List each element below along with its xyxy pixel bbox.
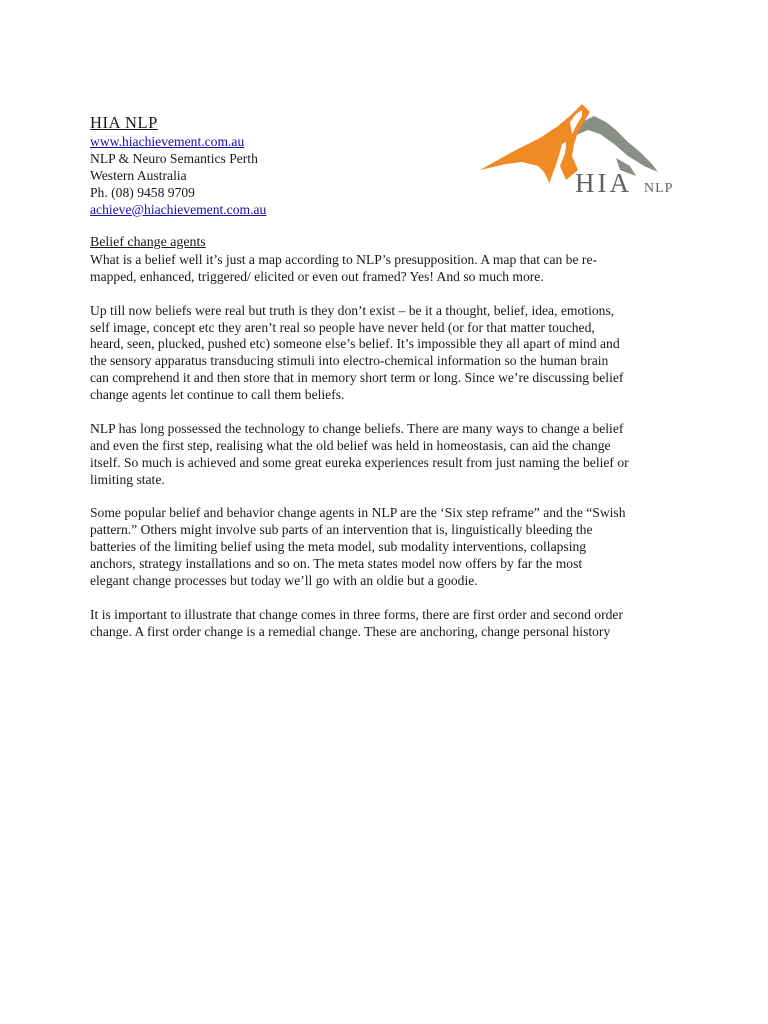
- paragraph-line: self image, concept etc they aren’t real so people have never held (or for that matter touched,: [90, 319, 595, 335]
- paragraph-line: elegant change processes but today we’ll go with an oldie but a goodie.: [90, 573, 478, 589]
- paragraph-line: batteries of the limiting belief using the meta model, sub modality interventions, collapsing: [90, 539, 587, 555]
- paragraph-line: Some popular belief and behavior change agents in NLP are the ‘Six step reframe” and the “Swish: [90, 505, 626, 521]
- website-link[interactable]: www.hiachievement.com.au: [90, 134, 245, 149]
- paragraph: [90, 607, 670, 641]
- paragraph-line: can comprehend it and then store that in memory short term or long. Since we’re discussing belief: [90, 370, 624, 386]
- paragraph-line: NLP has long possessed the technology to change beliefs. There are many ways to change a belief: [90, 420, 624, 436]
- paragraph-line: limiting state.: [90, 471, 165, 487]
- paragraph-line: pattern.” Others might involve sub parts of an intervention that is, linguistically bleeding the: [90, 522, 593, 538]
- paragraph-line: the sensory apparatus transducing stimuli into electro-chemical information so the human brain: [90, 353, 609, 369]
- logo-brand-text: HIA: [575, 168, 632, 198]
- paragraph: [90, 421, 670, 489]
- paragraph-line: mapped, enhanced, triggered/ elicited or even out framed? Yes! And so much more.: [90, 268, 544, 284]
- organization-title: HIA NLP: [90, 113, 158, 132]
- paragraph-line: itself. So much is achieved and some great eureka experiences result from just naming the belief or: [90, 454, 629, 470]
- paragraph-line: anchors, strategy installations and so on. The meta states model now offers by far the most: [90, 556, 583, 572]
- article-paragraphs: [90, 252, 670, 641]
- paragraph: [90, 303, 670, 404]
- logo-brand-suffix: NLP: [644, 181, 674, 196]
- phone-text: Ph. (08) 9458 9709: [90, 184, 195, 200]
- orange-mountain-shape: [480, 104, 590, 184]
- contact-header: [90, 113, 420, 219]
- paragraph-line: change agents let continue to call them beliefs.: [90, 387, 345, 403]
- grey-mountain-shape: [574, 116, 658, 172]
- paragraph: [90, 505, 670, 590]
- paragraph-line: and even the first step, realising what the old belief was held in homeostasis, can aid the change: [90, 437, 611, 453]
- mountain-logo-icon: [478, 100, 683, 205]
- paragraph: [90, 252, 670, 286]
- email-link[interactable]: achieve@hiachievement.com.au: [90, 201, 267, 217]
- paragraph-line: change. A first order change is a remedial change. These are anchoring, change personal history: [90, 623, 611, 639]
- region-text: Western Australia: [90, 167, 187, 183]
- hia-nlp-logo: [478, 100, 683, 205]
- article-body: [90, 235, 670, 658]
- paragraph-line: heard, seen, plucked, pushed etc) someone else’s belief. It’s impossible they all apart of mind and: [90, 336, 620, 352]
- paragraph-line: It is important to illustrate that change comes in three forms, there are first order and second order: [90, 606, 623, 622]
- paragraph-line: Up till now beliefs were real but truth is they don’t exist – be it a thought, belief, idea, emotions,: [90, 302, 615, 318]
- tagline-text: NLP & Neuro Semantics Perth: [90, 150, 258, 166]
- paragraph-line: What is a belief well it’s just a map according to NLP’s presupposition. A map that can be re-: [90, 251, 598, 267]
- section-heading: Belief change agents: [90, 235, 206, 250]
